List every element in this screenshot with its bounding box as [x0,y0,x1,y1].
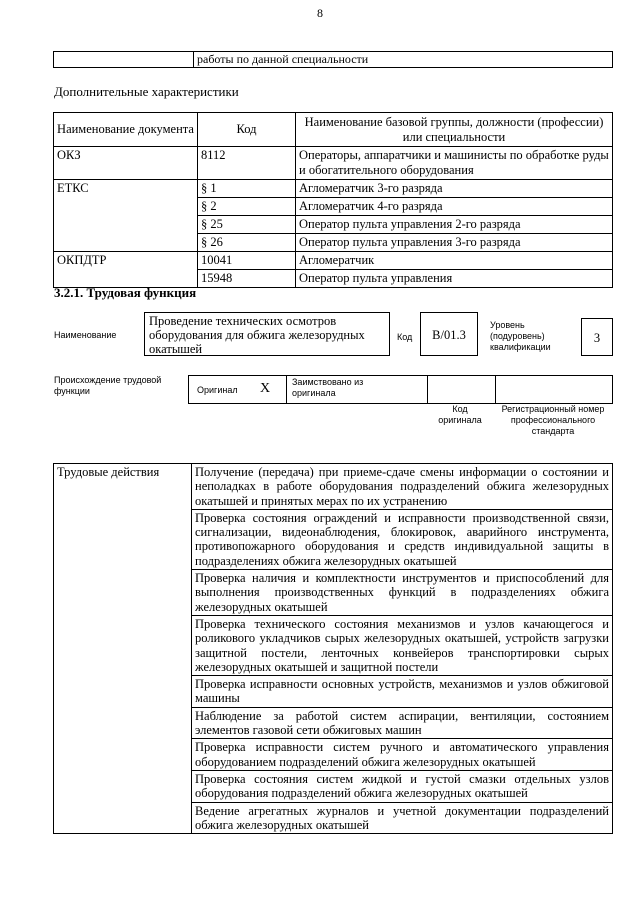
divider [495,376,496,403]
name-label: Наименование [54,330,117,340]
action-item: Проверка наличия и комплектности инструментов и приспособлений для выполнения производственных функций в подразделениях обжига железорудных окатышей [192,570,613,616]
original-mark: X [260,381,271,396]
action-item: Ведение агрегатных журналов и учетной документации подразделений обжига железорудных окатышей [192,802,613,834]
doc-etks: ЕТКС [54,180,198,252]
table-row [54,464,613,510]
top-row-table [53,51,613,68]
action-item: Проверка технического состояния механизмов и узлов качающегося и роликового укладчиков сырых железорудных окатышей, устройств загрузки защитной постели, ленточных конвейеров транспортировки сырых железорудных окатышей и защитной постели [192,615,613,675]
table-row [54,252,613,270]
name-cell: Агломератчик 4-го разряда [296,198,613,216]
doc-okz: ОКЗ [54,147,198,180]
code-cell: 10041 [198,252,296,270]
actions-table [53,463,613,834]
action-item: Наблюдение за работой систем аспирации, вентиляции, состоянием элементов газовой сети обжиговых машин [192,707,613,739]
function-heading: 3.2.1. Трудовая функция [54,285,197,300]
action-item: Проверка состояния систем жидкой и густой смазки отдельных узлов оборудования подразделений обжига железорудных окатышей [192,770,613,802]
level-value: 3 [593,331,601,345]
top-row-text: работы по данной специальности [194,52,613,68]
name-cell: Оператор пульта управления [296,270,613,288]
code-cell: § 25 [198,216,296,234]
action-item: Проверка состояния ограждений и исправности производственной связи, сигнализации, видеонаблюдения, блокировок, аварийного инструмента, противопожарного оборудования и средств индивидуальной защиты в подразделениях обжига железорудных окатышей [192,509,613,569]
code-label: Код [397,332,413,342]
top-row-empty-cell [54,52,194,68]
function-name-box [144,312,390,356]
action-item: Получение (передача) при приеме-сдаче смены информации о состоянии и неполадках в работе оборудования подразделений обжига железорудных окатышей и принятых мерах по их устранению [192,464,613,510]
original-label: Оригинал [197,385,238,395]
name-cell: Оператор пульта управления 2-го разряда [296,216,613,234]
additional-heading: Дополнительные характеристики [54,84,239,99]
reg-number-label: Регистрационный номер профессионального стандарта [501,404,605,436]
table-row [54,147,613,180]
header-name: Наименование базовой группы, должности (профессии) или специальности [296,113,613,147]
actions-label: Трудовые действия [54,464,192,834]
name-cell: Агломератчик [296,252,613,270]
code-cell: § 2 [198,198,296,216]
code-cell: § 1 [198,180,296,198]
name-cell: Оператор пульта управления 3-го разряда [296,234,613,252]
origin-box [188,375,613,404]
name-cell: Операторы, аппаратчики и машинисты по обработке руды и обогатительного оборудования [296,147,613,180]
doc-okpdtr: ОКПДТР [54,252,198,288]
code-cell: 8112 [198,147,296,180]
action-item: Проверка исправности систем ручного и автоматического управления оборудованием подразделений обжига железорудных окатышей [192,739,613,771]
code-box [420,312,478,356]
borrowed-label: Заимствовано из оригинала [292,377,364,398]
function-name-value: Проведение технических осмотров оборудования для обжига железорудных окатышей [149,314,365,356]
header-doc: Наименование документа [54,113,198,147]
divider [286,376,287,403]
table-row [54,180,613,198]
level-box [581,318,613,356]
additional-table [53,112,613,288]
origin-label: Происхождение трудовой функции [54,375,162,396]
code-original-label: Код оригинала [438,404,482,425]
level-label: Уровень (подуровень) квалификации [490,320,551,352]
action-item: Проверка исправности основных устройств, механизмов и узлов обжиговой машины [192,676,613,708]
name-cell: Агломератчик 3-го разряда [296,180,613,198]
divider [427,376,428,403]
code-cell: 15948 [198,270,296,288]
code-value: В/01.3 [432,328,466,342]
header-code: Код [198,113,296,147]
additional-header-row [54,113,613,147]
code-cell: § 26 [198,234,296,252]
page-number: 8 [317,6,323,20]
